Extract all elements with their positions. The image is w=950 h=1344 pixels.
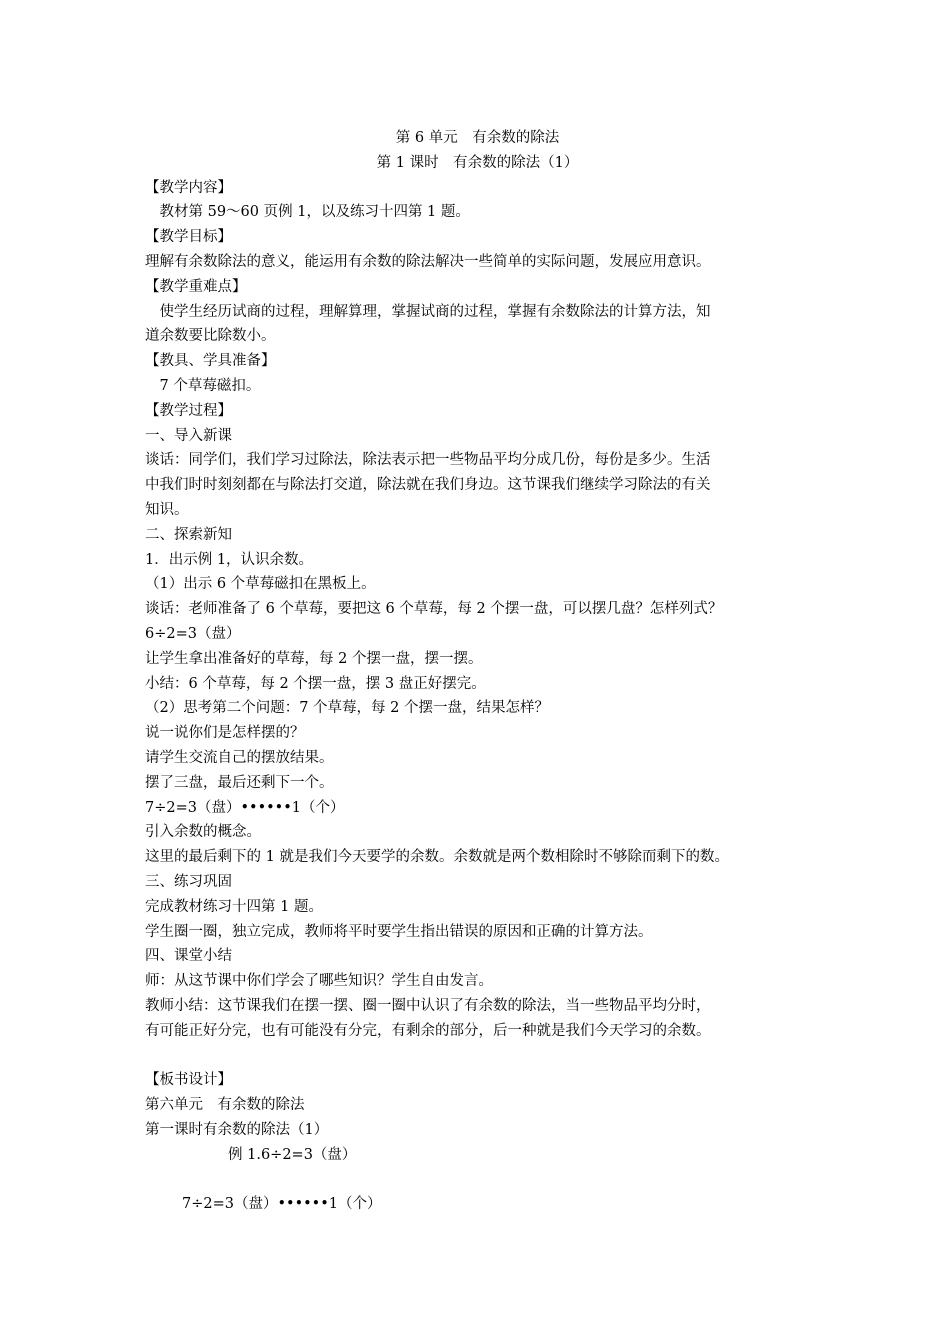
section-heading-goals: 【教学目标】 <box>145 229 232 246</box>
board-design-line: 第一课时有余数的除法（1） <box>145 1121 329 1138</box>
board-design-example: 例 1.6÷2=3（盘） <box>228 1146 357 1163</box>
equation-line: 7÷2=3（盘）••••••1（个） <box>145 799 345 816</box>
paragraph-line: 这里的最后剩下的 1 就是我们今天要学的余数。余数就是两个数相除时不够除而剩下的数。 <box>145 849 729 866</box>
section-heading-process: 【教学过程】 <box>145 402 232 419</box>
board-design <box>145 1068 810 1217</box>
paragraph-line: 1．出示例 1，认识余数。 <box>145 551 314 568</box>
section-heading-key-points: 【教学重难点】 <box>145 278 247 295</box>
paragraph-line: 学生圈一圈，独立完成，教师将平时要学生指出错误的原因和正确的计算方法。 <box>145 923 653 940</box>
board-design-equation: 7÷2=3（盘）••••••1（个） <box>182 1196 382 1213</box>
paragraph-line: 有可能正好分完，也有可能没有分完，有剩余的部分，后一种就是我们今天学习的余数。 <box>145 1022 711 1039</box>
paragraph-line: 让学生拿出准备好的草莓，每 2 个摆一盘，摆一摆。 <box>145 650 483 667</box>
goals-text: 理解有余数除法的意义，能运用有余数的除法解决一些简单的实际问题，发展应用意识。 <box>145 253 711 270</box>
process-step-heading: 四、课堂小结 <box>145 948 232 965</box>
content-text: 教材第 59～60 页例 1，以及练习十四第 1 题。 <box>145 204 470 221</box>
section-heading-materials: 【教具、学具准备】 <box>145 353 276 370</box>
document-title: 第 6 单元 有余数的除法 <box>395 130 560 146</box>
paragraph-line: 谈话：老师准备了 6 个草莓，要把这 6 个草莓，每 2 个摆一盘，可以摆几盘？怎样列式？ <box>145 601 723 618</box>
paragraph-line: （2）思考第二个问题：7 个草莓，每 2 个摆一盘，结果怎样？ <box>145 700 550 717</box>
section-heading-board-design: 【板书设计】 <box>145 1072 232 1089</box>
spacer <box>145 1043 810 1068</box>
paragraph-line: 中我们时时刻刻都在与除法打交道，除法就在我们身边。这节课我们继续学习除法的有关 <box>145 477 711 494</box>
paragraph-line: 小结：6 个草莓，每 2 个摆一盘，摆 3 盘正好摆完。 <box>145 675 486 692</box>
process-step-heading: 三、练习巩固 <box>145 873 232 890</box>
paragraph-line: 完成教材练习十四第 1 题。 <box>145 898 323 915</box>
spacer <box>145 1167 810 1192</box>
document-subtitle: 第 1 课时 有余数的除法（1） <box>376 154 579 171</box>
key-points-text: 道余数要比除数小。 <box>145 328 276 345</box>
paragraph-line: 引入余数的概念。 <box>145 824 261 841</box>
document-content <box>145 126 810 1217</box>
materials-text: 7 个草莓磁扣。 <box>145 377 261 394</box>
paragraph-line: 师：从这节课中你们学会了哪些知识？学生自由发言。 <box>145 973 493 990</box>
equation-line: 6÷2=3（盘） <box>145 625 241 642</box>
paragraph-line: 教师小结：这节课我们在摆一摆、圈一圈中认识了有余数的除法，当一些物品平均分时， <box>145 997 711 1014</box>
board-design-line: 第六单元 有余数的除法 <box>145 1097 305 1114</box>
paragraph-line: 说一说你们是怎样摆的？ <box>145 725 305 742</box>
section-heading-content: 【教学内容】 <box>145 179 232 196</box>
process-step-heading: 一、导入新课 <box>145 427 232 444</box>
process-step-heading: 二、探索新知 <box>145 526 232 543</box>
paragraph-line: 摆了三盘，最后还剩下一个。 <box>145 774 334 791</box>
key-points-text: 使学生经历试商的过程，理解算理，掌握试商的过程，掌握有余数除法的计算方法，知 <box>145 303 711 320</box>
paragraph-line: （1）出示 6 个草莓磁扣在黑板上。 <box>145 576 376 593</box>
paragraph-line: 知识。 <box>145 501 189 518</box>
paragraph-line: 谈话：同学们，我们学习过除法，除法表示把一些物品平均分成几份，每份是多少。生活 <box>145 452 711 469</box>
paragraph-line: 请学生交流自己的摆放结果。 <box>145 749 334 766</box>
